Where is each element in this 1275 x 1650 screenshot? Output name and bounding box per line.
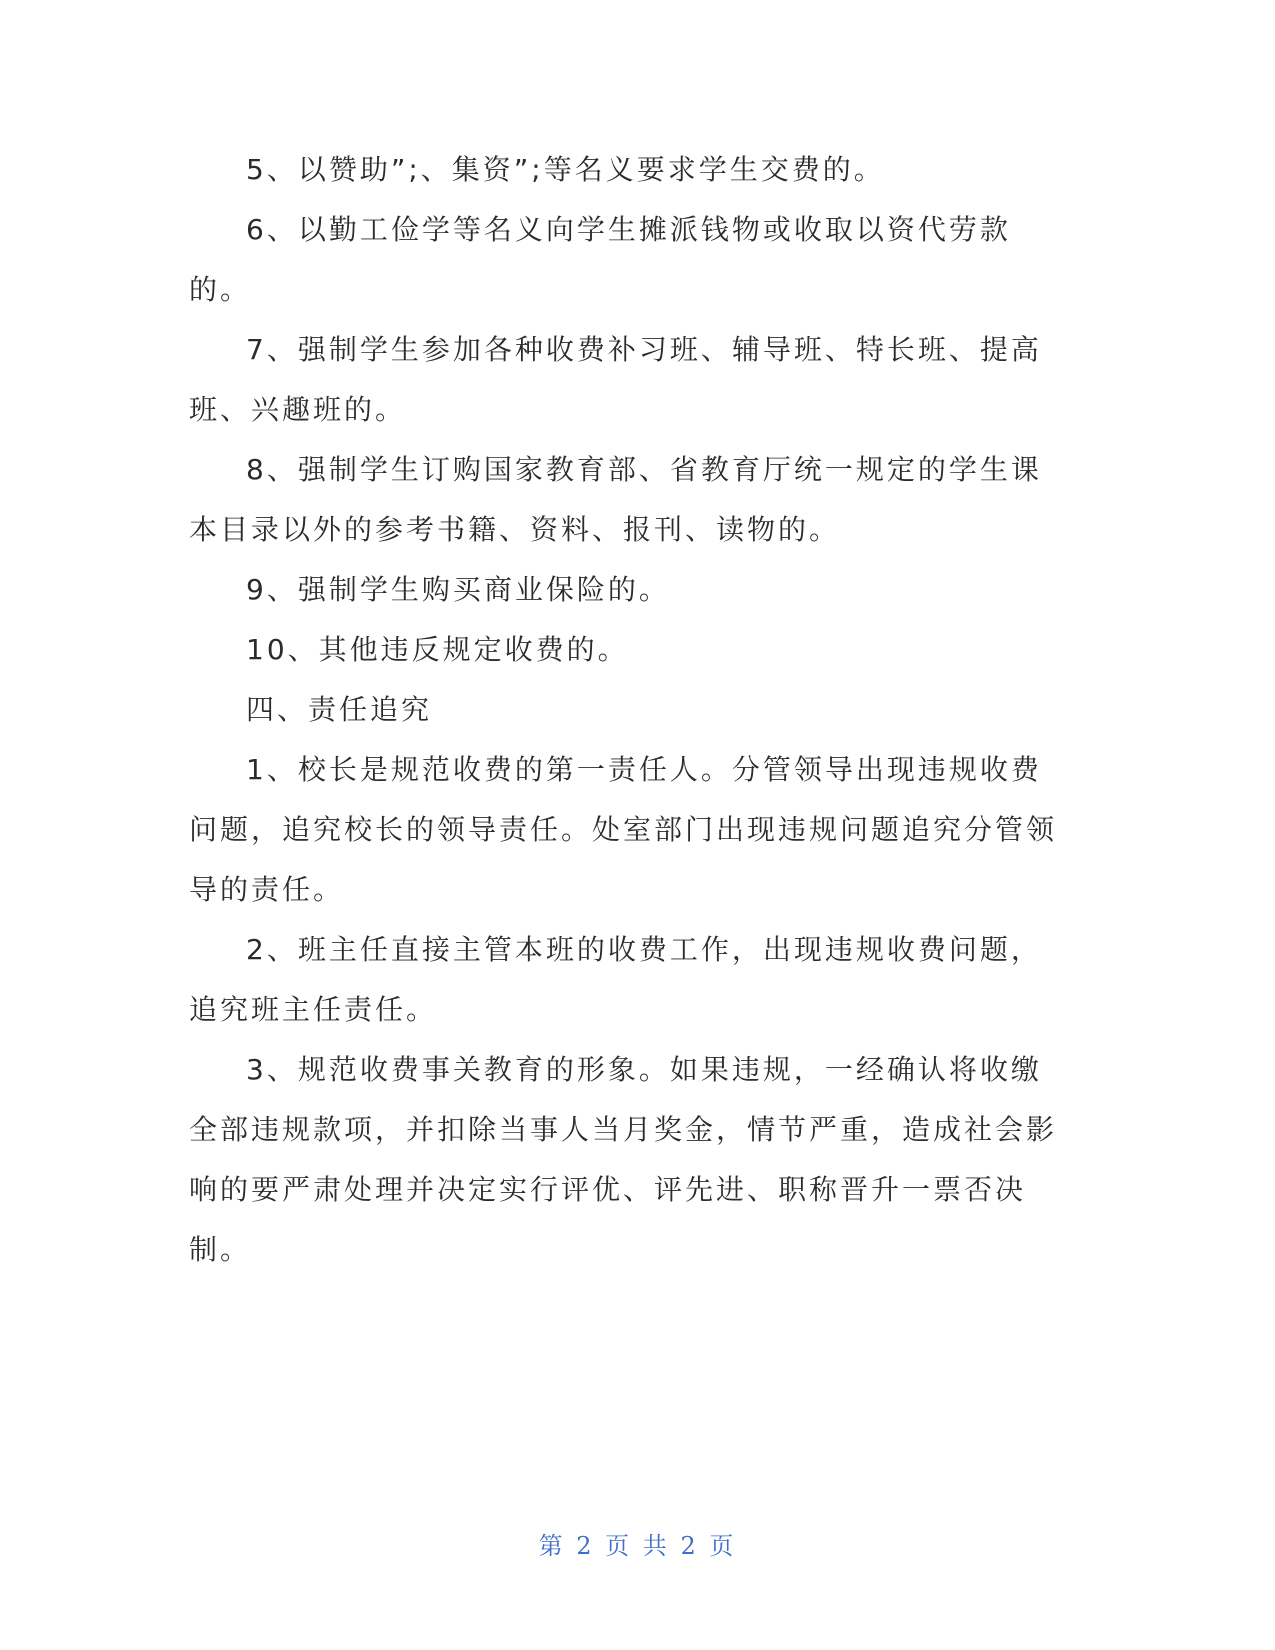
paragraph-item-9: 9、强制学生购买商业保险的。 — [246, 573, 670, 606]
paragraph-responsibility-3: 3、规范收费事关教育的形象。如果违规，一经确认将收缴全部违规款项，并扣除当事人当月奖金，情节严重，造成社会影响的要严肃处理并决定实行评优、评先进、职称晋升一票否决制。 — [189, 1053, 1058, 1266]
paragraph-item-7: 7、强制学生参加各种收费补习班、辅导班、特长班、提高班、兴趣班的。 — [189, 333, 1042, 426]
paragraph-responsibility-2: 2、班主任直接主管本班的收费工作，出现违规收费问题，追究班主任责任。 — [189, 933, 1042, 1026]
page-number-label: 第 2 页 共 2 页 — [538, 1532, 737, 1560]
page-footer — [0, 1530, 1275, 1562]
paragraph-responsibility-1: 1、校长是规范收费的第一责任人。分管领导出现违规收费问题，追究校长的领导责任。处室部门出现违规问题追究分管领导的责任。 — [189, 753, 1058, 906]
paragraph-item-10: 10、其他违反规定收费的。 — [246, 633, 629, 666]
paragraph-item-6: 6、以勤工俭学等名义向学生摊派钱物或收取以资代劳款的。 — [189, 213, 1011, 306]
document-body — [189, 140, 1069, 1280]
paragraph-item-8: 8、强制学生订购国家教育部、省教育厅统一规定的学生课本目录以外的参考书籍、资料、报刊、读物的。 — [189, 453, 1042, 546]
paragraph-item-5: 5、以赞助”;、集资”;等名义要求学生交费的。 — [246, 153, 885, 186]
section-heading-responsibility: 四、责任追究 — [246, 693, 433, 726]
